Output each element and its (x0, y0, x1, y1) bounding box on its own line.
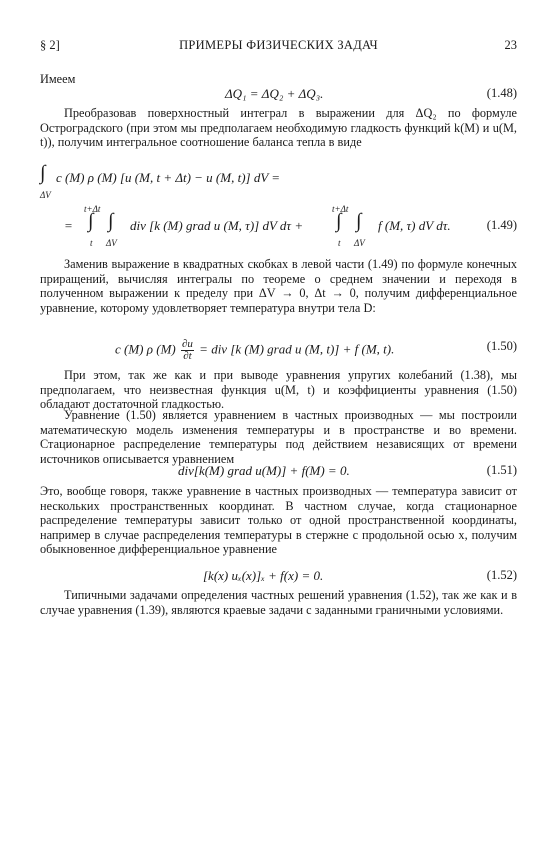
running-title: ПРИМЕРЫ ФИЗИЧЕСКИХ ЗАДАЧ (179, 38, 378, 52)
paragraph-smoothness: При этом, так же как и при выводе уравнения упругих колебаний (1.38), мы предполагаем, что неизвестная функция u(M, t) и коэффициенты уравнения (1.50) обладают достаточной гладкостью. (40, 368, 517, 412)
paragraph-pde: Уравнение (1.50) является уравнением в частных производных — мы построили математическую модель изменения температуры и в пространстве и во времени. Стационарное распределение температуры под действием независящих от времени источников описывается уравнением (40, 408, 517, 466)
equals-sign: = (64, 218, 73, 233)
integral-upper-limit: t+Δt (84, 204, 101, 214)
equation-formula: [k(x) uₓ(x)]ₓ + f(x) = 0. (203, 568, 324, 583)
equation-1-50 (40, 331, 517, 363)
integral-sign: ∫ (356, 210, 362, 232)
paragraph-boundary: Типичными задачами определения частных решений уравнения (1.52), так же как и в случае уравнения (1.39), являются краевые задачи с заданными граничными условиями. (40, 588, 517, 617)
equation-number: (1.48) (486, 86, 517, 100)
equation-1-49-line2 (40, 204, 517, 250)
page-number: 23 (504, 38, 517, 52)
equation-right: = div [k (M) grad u (M, t)] + f (M, t). (199, 341, 395, 357)
equation-integrand: f (M, τ) dV dτ. (378, 218, 451, 233)
equation-integrand: div [k (M) grad u (M, τ)] dV dτ + (130, 218, 304, 233)
integral-sign: ∫ (88, 210, 94, 232)
paragraph-stationary: Это, вообще говоря, также уравнение в частных производных — температура зависит от нескольких пространственных координат. В частном случае, когда стационарное распределение температуры зависит только от одной пространственной координаты, например в случае распределения температуры в стержне с продольной осью x, получим обыкновенное дифференциальное уравнение (40, 484, 517, 557)
integral-sign: ∫ (336, 210, 342, 232)
equation-1-52 (40, 568, 517, 586)
section-ref: § 2] (40, 38, 60, 52)
equation-formula: c (M) ρ (M) [u (M, t + Δt) − u (M, t)] dV = (56, 170, 281, 185)
integral-limit: ΔV (40, 190, 51, 200)
integral-sign: ∫ (108, 210, 114, 232)
fraction-numerator: ∂u (181, 338, 193, 350)
integral-limit: ΔV (354, 238, 365, 248)
fraction-denominator: ∂t (183, 350, 192, 362)
equation-1-51 (40, 463, 517, 481)
integral-upper-limit: t+Δt (332, 204, 349, 214)
equation-formula (115, 339, 394, 362)
equation-number: (1.51) (486, 463, 517, 477)
paragraph-intro: Имеем (40, 72, 76, 86)
equation-1-48 (40, 86, 517, 104)
integral-limit: ΔV (106, 238, 117, 248)
equation-formula: ΔQ₁ = ΔQ₂ + ΔQ₃. (225, 86, 324, 101)
integral-sign: ∫ (40, 162, 46, 184)
integral-lower-limit: t (90, 238, 93, 248)
equation-number: (1.49) (486, 218, 517, 232)
equation-formula: div[k(M) grad u(M)] + f(M) = 0. (178, 463, 350, 478)
equation-number: (1.52) (486, 568, 517, 582)
integral-lower-limit: t (338, 238, 341, 248)
paragraph-differential: Заменив выражение в квадратных скобках в левой части (1.49) по формуле конечных приращений, вычисляя интегралы по теореме о среднем значении и переходя в полученном выражении к пределу при ΔV → 0, Δt → 0, получим дифференциальное уравнение, которому удовлетворяет температура внутри тела D: (40, 257, 517, 315)
partial-derivative (181, 339, 194, 362)
equation-left: c (M) ρ (M) (115, 341, 176, 357)
equation-number: (1.50) (486, 339, 517, 353)
paragraph-ostrogradsky: Преобразовав поверхностный интеграл в выражении для ΔQ₂ по формуле Остроградского (при этом мы предполагаем необходимую гладкость функций k(M) и u(M, t)), получим интегральное соотношение баланса тепла в виде (40, 106, 517, 150)
equation-1-49-line1 (40, 162, 517, 202)
running-header (40, 38, 517, 54)
